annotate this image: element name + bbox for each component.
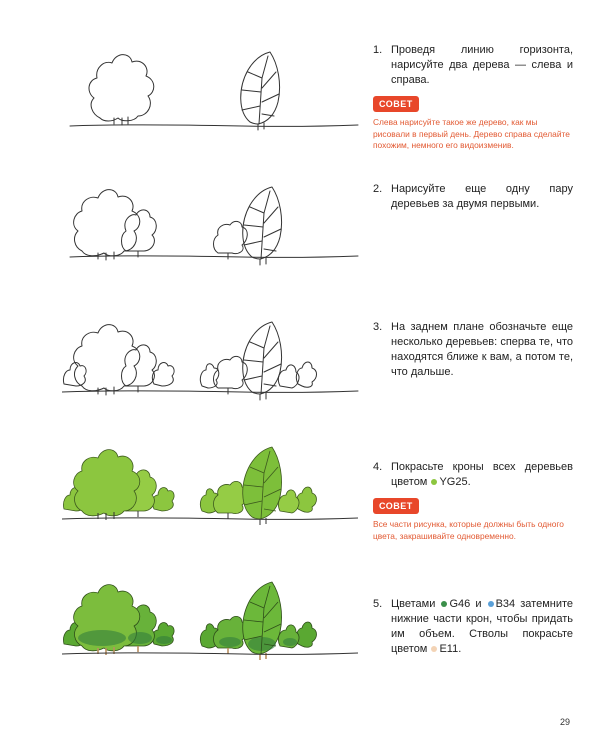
step-text-part: затемните нижние части крон, чтобы придать им объем. Стволы покрасьте цветом [391,598,574,655]
tip-badge: СОВЕТ [373,96,419,112]
step-number: 4. [373,461,383,473]
trees-drawing-3 [62,300,362,450]
color-code: B34 [495,598,516,610]
step-number: 5. [373,598,383,610]
step-number: 3. [373,321,383,333]
step-text-block-2 [373,182,573,212]
step-2 [373,182,573,212]
step-text-part: Цветами [391,598,436,610]
step-3 [373,320,573,380]
step-instruction [391,597,573,657]
color-code: G46 [449,598,471,610]
step-4 [373,460,573,490]
step-panel-4 [0,435,600,585]
step-text-block-3 [373,320,573,380]
step-panel-5 [0,570,600,720]
step-text-block-1 [373,43,573,152]
e11-swatch-icon [431,646,437,652]
trees-drawing-4 [62,435,362,585]
step-number: 2. [373,183,383,195]
tip-text: Все части рисунка, которые должны быть одного цвета, закрашивайте одновременно. [373,519,564,541]
step-text-part: . [467,476,471,488]
step-panel-2 [0,165,600,315]
step-panel-1 [0,30,600,180]
color-code: E11 [439,643,459,655]
step-instruction [391,460,573,490]
step-panel-3 [0,300,600,450]
step-number: 1. [373,44,383,56]
trees-drawing-5 [62,570,362,720]
yg25-swatch-icon [431,479,437,485]
step-5 [373,597,573,657]
step-instruction: Проведя линию горизонта, нарисуйте два дерева — слева и справа. [391,44,573,86]
b34-swatch-icon [488,601,494,607]
step-instruction: На заднем плане обозначьте еще несколько деревьев: сперва те, что находятся ближе к вам, а потом те, что дальше. [391,321,573,378]
step-1 [373,43,573,88]
step-text-part: Покрасьте кроны всех деревьев цветом [391,461,573,488]
step-text-part: . [458,643,462,655]
trees-drawing-1 [62,30,362,180]
tip-badge: СОВЕТ [373,498,419,514]
step-instruction: Нарисуйте еще одну пару деревьев за двумя первыми. [391,183,573,210]
color-code: YG25 [439,476,468,488]
tip-text: Слева нарисуйте такое же дерево, как мы рисовали в первый день. Дерево справа сделайте похожим, немного его видоизменив. [373,117,570,150]
step-text-part: и [475,598,482,610]
step-text-block-4 [373,460,573,542]
page-number: 29 [560,717,571,727]
trees-drawing-2 [62,165,362,315]
step-text-block-5 [373,597,573,657]
g46-swatch-icon [441,601,447,607]
